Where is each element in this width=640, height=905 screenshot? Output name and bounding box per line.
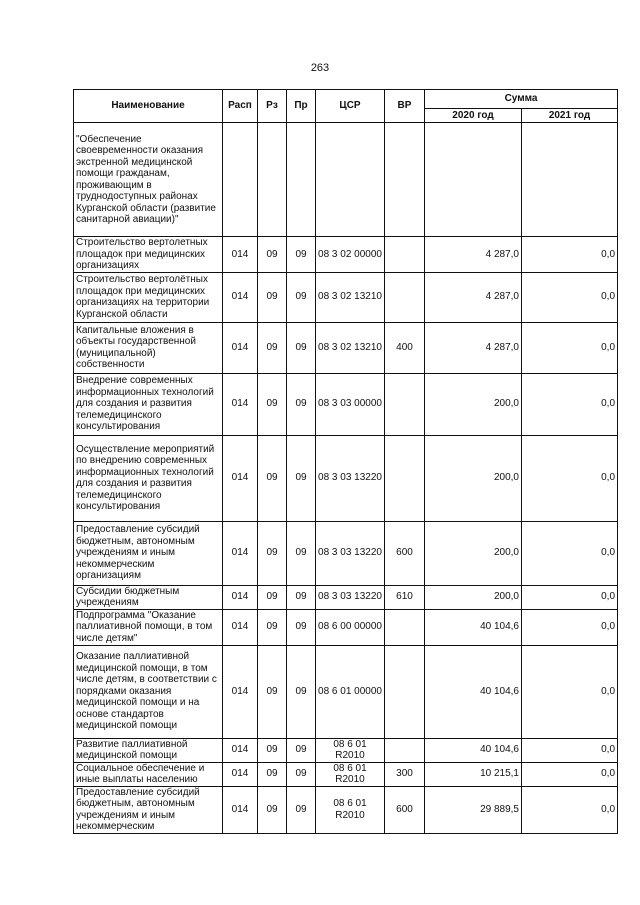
cell-rasp: 014: [223, 237, 258, 273]
cell-2021: 0,0: [522, 237, 618, 273]
cell-csr: 08 6 01 R2010: [316, 762, 385, 786]
cell-pr: 09: [287, 738, 316, 762]
cell-pr: 09: [287, 373, 316, 435]
cell-2021: 0,0: [522, 762, 618, 786]
cell-rasp: 014: [223, 762, 258, 786]
cell-rasp: 014: [223, 738, 258, 762]
page-number: 263: [310, 62, 330, 74]
cell-2020: 4 287,0: [425, 237, 522, 273]
cell-rasp: 014: [223, 521, 258, 585]
cell-2020: 40 104,6: [425, 738, 522, 762]
table-row: [74, 645, 618, 738]
cell-csr: 08 3 03 13220: [316, 585, 385, 609]
cell-name: Предоставление субсидий бюджетным, автономным учреждениям и иным некоммерческим организациям: [74, 521, 223, 585]
cell-rasp: 014: [223, 322, 258, 373]
cell-vr: [385, 738, 425, 762]
cell-rz: 09: [258, 435, 287, 521]
cell-csr: 08 3 03 13220: [316, 435, 385, 521]
header-2021: 2021 год: [522, 109, 618, 123]
cell-name: Капитальные вложения в объекты государственной (муниципальной) собственности: [74, 322, 223, 373]
cell-csr: 08 3 03 13220: [316, 521, 385, 585]
cell-2020: 200,0: [425, 373, 522, 435]
cell-rz: 09: [258, 373, 287, 435]
table-row: [74, 521, 618, 585]
header-rz: Рз: [258, 90, 287, 123]
cell-vr: [385, 237, 425, 273]
cell-rz: 09: [258, 609, 287, 645]
cell-vr: 300: [385, 762, 425, 786]
cell-vr: [385, 373, 425, 435]
cell-name: Строительство вертолетных площадок при медицинских организациях: [74, 237, 223, 273]
table-row: [74, 585, 618, 609]
cell-pr: 09: [287, 762, 316, 786]
cell-2020: 200,0: [425, 585, 522, 609]
cell-rz: 09: [258, 237, 287, 273]
cell-name: Развитие паллиативной медицинской помощи: [74, 738, 223, 762]
table-row: [74, 609, 618, 645]
cell-pr: 09: [287, 521, 316, 585]
cell-2020: 40 104,6: [425, 645, 522, 738]
cell-2020: 10 215,1: [425, 762, 522, 786]
cell-vr: [385, 272, 425, 322]
cell-vr: 600: [385, 786, 425, 833]
table-row: [74, 738, 618, 762]
cell-2021: 0,0: [522, 645, 618, 738]
table-row: [74, 237, 618, 273]
cell-vr: [385, 123, 425, 237]
cell-pr: 09: [287, 786, 316, 833]
cell-csr: [316, 123, 385, 237]
cell-name: Предоставление субсидий бюджетным, автономным учреждениям и иным некоммерческим: [74, 786, 223, 833]
table-body: [74, 123, 618, 834]
cell-name: "Обеспечение своевременности оказания экстренной медицинской помощи гражданам, проживающим в труднодоступных районах Курганской области (развитие санитарной авиации)": [74, 123, 223, 237]
table-row: [74, 762, 618, 786]
cell-pr: [287, 123, 316, 237]
header-rasp: Расп: [223, 90, 258, 123]
cell-rasp: 014: [223, 435, 258, 521]
cell-rz: 09: [258, 585, 287, 609]
cell-name: Подпрограмма "Оказание паллиативной помощи, в том числе детям": [74, 609, 223, 645]
cell-name: Социальное обеспечение и иные выплаты населению: [74, 762, 223, 786]
cell-rz: 09: [258, 786, 287, 833]
cell-2020: 40 104,6: [425, 609, 522, 645]
cell-2020: [425, 123, 522, 237]
header-csr: ЦСР: [316, 90, 385, 123]
cell-pr: 09: [287, 609, 316, 645]
cell-csr: 08 6 01 R2010: [316, 738, 385, 762]
table-row: [74, 786, 618, 833]
cell-vr: 400: [385, 322, 425, 373]
cell-pr: 09: [287, 322, 316, 373]
cell-rz: 09: [258, 762, 287, 786]
header-name: Наименование: [74, 90, 223, 123]
table-row: [74, 435, 618, 521]
cell-csr: 08 6 00 00000: [316, 609, 385, 645]
cell-2020: 200,0: [425, 521, 522, 585]
cell-2021: 0,0: [522, 435, 618, 521]
cell-2020: 4 287,0: [425, 322, 522, 373]
cell-rz: 09: [258, 521, 287, 585]
cell-2021: [522, 123, 618, 237]
cell-rasp: 014: [223, 585, 258, 609]
cell-2021: 0,0: [522, 738, 618, 762]
cell-vr: 600: [385, 521, 425, 585]
cell-rz: [258, 123, 287, 237]
cell-name: Субсидии бюджетным учреждениям: [74, 585, 223, 609]
cell-vr: 610: [385, 585, 425, 609]
cell-rz: 09: [258, 645, 287, 738]
header-pr: Пр: [287, 90, 316, 123]
cell-2021: 0,0: [522, 373, 618, 435]
header-vr: ВР: [385, 90, 425, 123]
cell-rasp: 014: [223, 786, 258, 833]
cell-rasp: 014: [223, 645, 258, 738]
cell-vr: [385, 645, 425, 738]
table-row: [74, 272, 618, 322]
cell-rasp: [223, 123, 258, 237]
cell-2020: 29 889,5: [425, 786, 522, 833]
cell-2021: 0,0: [522, 609, 618, 645]
cell-pr: 09: [287, 272, 316, 322]
cell-name: Оказание паллиативной медицинской помощи, в том числе детям, в соответствии с порядками оказания медицинской помощи и на основе стандартов медицинской помощи: [74, 645, 223, 738]
cell-rz: 09: [258, 738, 287, 762]
cell-name: Строительство вертолётных площадок при медицинских организациях на территории Курганской области: [74, 272, 223, 322]
header-2020: 2020 год: [425, 109, 522, 123]
cell-rasp: 014: [223, 373, 258, 435]
cell-pr: 09: [287, 435, 316, 521]
table-row: [74, 123, 618, 237]
cell-rz: 09: [258, 272, 287, 322]
table-row: [74, 322, 618, 373]
table-row: [74, 373, 618, 435]
cell-2020: 200,0: [425, 435, 522, 521]
cell-csr: 08 3 02 00000: [316, 237, 385, 273]
cell-csr: 08 3 03 00000: [316, 373, 385, 435]
budget-table: [73, 89, 618, 834]
cell-rasp: 014: [223, 609, 258, 645]
cell-pr: 09: [287, 237, 316, 273]
cell-pr: 09: [287, 645, 316, 738]
cell-csr: 08 3 02 13210: [316, 272, 385, 322]
cell-name: Внедрение современных информационных технологий для создания и развития телемедицинского консультирования: [74, 373, 223, 435]
cell-pr: 09: [287, 585, 316, 609]
cell-2021: 0,0: [522, 272, 618, 322]
cell-rasp: 014: [223, 272, 258, 322]
cell-2021: 0,0: [522, 786, 618, 833]
cell-csr: 08 6 01 R2010: [316, 786, 385, 833]
cell-rz: 09: [258, 322, 287, 373]
cell-2021: 0,0: [522, 521, 618, 585]
cell-csr: 08 6 01 00000: [316, 645, 385, 738]
cell-2021: 0,0: [522, 322, 618, 373]
cell-csr: 08 3 02 13210: [316, 322, 385, 373]
cell-2021: 0,0: [522, 585, 618, 609]
cell-vr: [385, 609, 425, 645]
header-sum: Сумма: [425, 90, 618, 109]
cell-name: Осуществление мероприятий по внедрению современных информационных технологий для создания и развития телемедицинского консультирования: [74, 435, 223, 521]
cell-vr: [385, 435, 425, 521]
cell-2020: 4 287,0: [425, 272, 522, 322]
